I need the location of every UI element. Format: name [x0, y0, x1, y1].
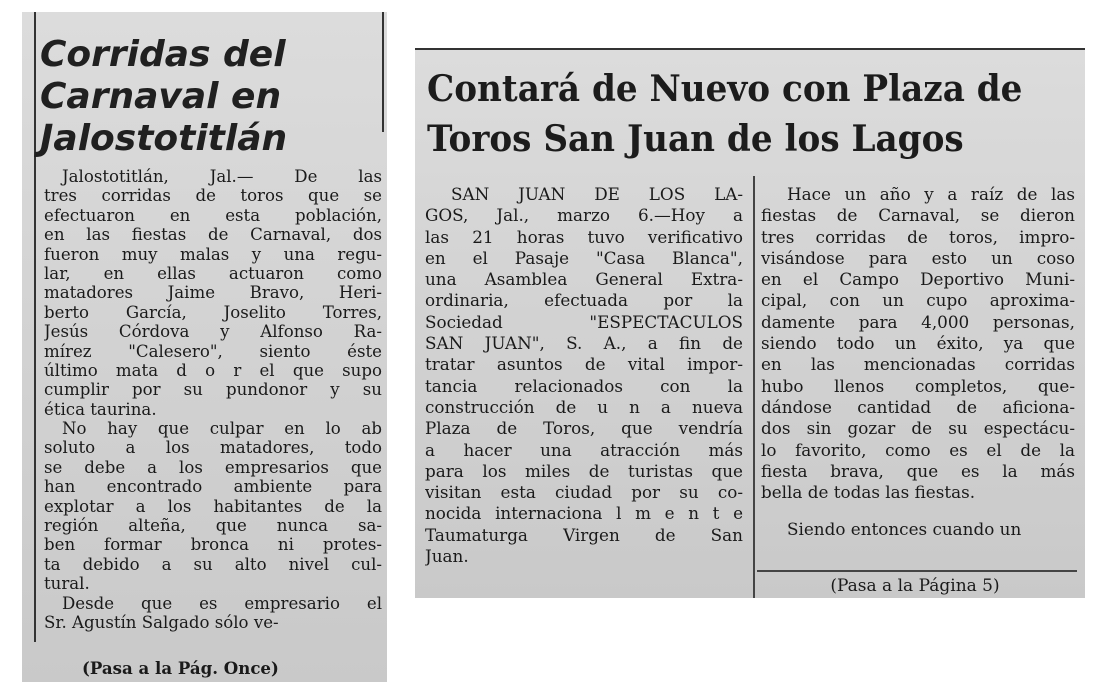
text-line: en el Pasaje "Casa Blanca", — [425, 247, 743, 268]
paragraph — [44, 594, 382, 633]
text-line: tratar asuntos de vital impor- — [425, 354, 743, 375]
top-rule — [415, 48, 1085, 50]
text-line: ética taurina. — [44, 399, 157, 419]
text-line: en las mencionadas corridas — [761, 354, 1075, 375]
text-line: último mata d o r el que supo — [44, 360, 382, 380]
text-line: nocida internaciona l m e n t e — [425, 503, 743, 524]
text-line: soluto a los matadores, todo — [44, 438, 382, 458]
text-line: Sociedad "ESPECTACULOS — [425, 311, 743, 332]
left-newspaper-clipping — [22, 12, 387, 682]
paragraph — [425, 184, 743, 567]
text-line: Plaza de Toros, que vendría — [425, 418, 743, 439]
text-line: Taumaturga Virgen de San — [425, 524, 743, 545]
right-article-column-2 — [761, 184, 1075, 541]
text-line: hubo llenos completos, que- — [761, 375, 1075, 396]
text-line: fiesta brava, que es la más — [761, 460, 1075, 481]
text-line: visándose para esto un coso — [761, 247, 1075, 268]
right-continuation-note: (Pasa a la Página 5) — [830, 576, 1000, 596]
text-line: ben formar bronca ni protes- — [44, 535, 382, 555]
text-line: Desde que es empresario el — [62, 593, 382, 613]
text-line: tancia relacionados con la — [425, 375, 743, 396]
text-line: fueron muy malas y una regu- — [44, 244, 382, 264]
text-line: explotar a los habitantes de la — [44, 496, 382, 516]
column-rule-right — [382, 12, 384, 132]
column-rule-left — [34, 12, 36, 642]
text-line: matadores Jaime Bravo, Heri- — [44, 283, 382, 303]
text-line: ta debido a su alto nivel cul- — [44, 554, 382, 574]
text-line: cumplir por su pundonor y su — [44, 380, 382, 400]
text-line: damente para 4,000 personas, — [761, 311, 1075, 332]
text-line: fiestas de Carnaval, se dieron — [761, 205, 1075, 226]
right-headline — [427, 64, 1035, 164]
paragraph — [761, 184, 1075, 503]
text-line: construcción de u n a nueva — [425, 396, 743, 417]
text-line: región alteña, que nunca sa- — [44, 516, 382, 536]
left-headline-line: Corridas del — [40, 34, 286, 75]
text-line: mírez "Calesero", siento éste — [44, 341, 382, 361]
text-line: a hacer una atracción más — [425, 439, 743, 460]
right-newspaper-clipping — [415, 48, 1085, 598]
text-line: en el Campo Deportivo Muni- — [761, 269, 1075, 290]
text-line: en las fiestas de Carnaval, dos — [44, 225, 382, 245]
right-headline-line: Toros San Juan de los Lagos — [427, 118, 964, 160]
text-line: tres corridas de toros, impro- — [761, 226, 1075, 247]
continuation-rule — [757, 570, 1077, 572]
column-divider — [753, 176, 755, 598]
text-line: Sr. Agustín Salgado sólo ve- — [44, 612, 279, 632]
text-line: ordinaria, efectuada por la — [425, 290, 743, 311]
text-line: se debe a los empresarios que — [44, 457, 382, 477]
paragraph — [761, 519, 1075, 540]
text-line: lar, en ellas actuaron como — [44, 263, 382, 283]
text-line: Siendo entonces cuando un — [787, 519, 1022, 540]
text-line: Jalostotitlán, Jal.— De las — [62, 167, 382, 186]
text-line: siendo todo un éxito, ya que — [761, 333, 1075, 354]
text-line: Hace un año y a raíz de las — [787, 184, 1075, 204]
left-headline — [40, 34, 380, 160]
left-article-body — [44, 167, 382, 632]
text-line: tres corridas de toros que se — [44, 186, 382, 206]
text-line: para los miles de turistas que — [425, 460, 743, 481]
text-line: bella de todas las fiestas. — [761, 482, 976, 503]
text-line: lo favorito, como es el de la — [761, 439, 1075, 460]
text-line: GOS, Jal., marzo 6.—Hoy a — [425, 205, 743, 226]
text-line: efectuaron en esta población, — [44, 205, 382, 225]
paragraph — [44, 167, 382, 419]
left-headline-line: Carnaval en — [40, 76, 282, 117]
text-line: dándose cantidad de aficiona- — [761, 396, 1075, 417]
text-line: SAN JUAN", S. A., a fin de — [425, 333, 743, 354]
left-headline-line: Jalostotitlán — [40, 118, 288, 159]
text-line: una Asamblea General Extra- — [425, 269, 743, 290]
left-continuation-note: (Pasa a la Pág. Once) — [82, 658, 279, 678]
text-line: han encontrado ambiente para — [44, 477, 382, 497]
text-line: tural. — [44, 574, 90, 594]
text-line: dos sin gozar de su espectácu- — [761, 418, 1075, 439]
text-line: SAN JUAN DE LOS LA- — [451, 184, 743, 204]
paragraph-gap — [761, 503, 1075, 519]
text-line: Jesús Córdova y Alfonso Ra- — [44, 322, 382, 342]
right-article-column-1 — [425, 184, 743, 567]
text-line: cipal, con un cupo aproxima- — [761, 290, 1075, 311]
text-line: visitan esta ciudad por su co- — [425, 482, 743, 503]
text-line: Juan. — [425, 546, 469, 567]
right-headline-line: Contará de Nuevo con Plaza de — [427, 68, 1023, 110]
text-line: berto García, Joselito Torres, — [44, 302, 382, 322]
paragraph — [44, 419, 382, 594]
text-line: No hay que culpar en lo ab — [62, 419, 382, 439]
text-line: las 21 horas tuvo verificativo — [425, 226, 743, 247]
